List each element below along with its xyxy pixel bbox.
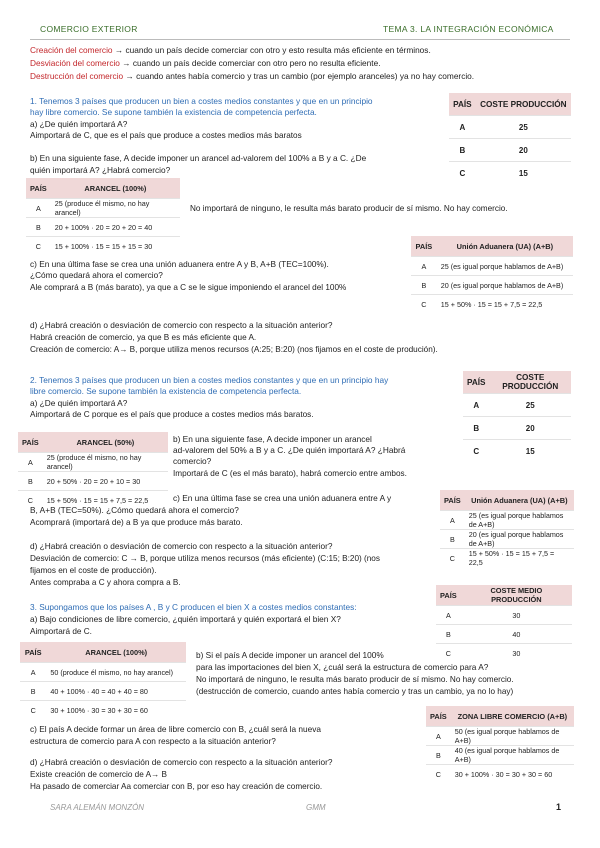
table-header: ZONA LIBRE COMERCIO (A+B) bbox=[451, 706, 574, 727]
ex3-b-answer-line1: No importará de ninguno, le resulta más barato producir de sí mismo. No hay comercio. bbox=[196, 675, 514, 684]
table-row: B 40 bbox=[436, 625, 572, 644]
ex1-title-line2: hay libre comercio. Se supone también la existencia de competencia perfecta. bbox=[30, 107, 317, 117]
ex2-title-line2: libre comercio. Se supone también la existencia de competencia perfecta. bbox=[30, 386, 302, 396]
table-header: PAÍS bbox=[426, 706, 451, 727]
ex1-title-line1: 1. Tenemos 3 países que producen un bien a costes medios constantes y que en un principio bbox=[30, 96, 373, 106]
ex3-d-answer-line1: Existe creación de comercio de A→ B bbox=[30, 770, 167, 779]
ex1-a-question: a) ¿De quién importará A? bbox=[30, 119, 128, 129]
ex2-d-answer-line3: Antes compraba a C y ahora compra a B. bbox=[30, 578, 181, 587]
table-row: B 20 bbox=[463, 417, 571, 440]
header-divider bbox=[30, 39, 570, 40]
table-row: B 20 + 100% · 20 = 20 + 20 = 40 bbox=[26, 218, 180, 237]
table-header: Unión Aduanera (UA) (A+B) bbox=[437, 236, 573, 257]
ex2-b-question-line1: b) En una siguiente fase, A decide imponer un arancel bbox=[173, 434, 372, 444]
ex1-union-table bbox=[411, 236, 573, 313]
ex3-tariff-table bbox=[20, 642, 186, 719]
ex1-cost-table bbox=[449, 93, 571, 184]
ex1-a-answer: Aimportará de C, que es el país que produce a costes medios más baratos bbox=[30, 131, 302, 140]
footer-author: SARA ALEMÁN MONZÓN bbox=[50, 803, 145, 812]
table-row: C 30 + 100% · 30 = 30 + 30 = 60 bbox=[426, 765, 574, 784]
table-row: C 15 bbox=[449, 162, 571, 185]
footer-center: GMM bbox=[306, 803, 326, 812]
table-row: C 15 + 50% · 15 = 15 + 7,5 = 22,5 bbox=[18, 491, 168, 510]
ex2-cost-table bbox=[463, 371, 571, 462]
ex2-union-table bbox=[440, 490, 574, 567]
table-row: B 20 bbox=[449, 139, 571, 162]
ex3-free-trade-table bbox=[426, 706, 574, 783]
table-header: Unión Aduanera (UA) (A+B) bbox=[465, 490, 574, 511]
ex2-tariff-table bbox=[18, 432, 168, 509]
table-header: COSTE MEDIO PRODUCCIÓN bbox=[461, 585, 572, 606]
table-header: ARANCEL (50%) bbox=[43, 432, 168, 453]
ex3-a-answer: Aimportará de C. bbox=[30, 627, 92, 636]
definition-creation: Creación del comercio → cuando un país decide comerciar con otro y esto resulta más eficiente en términos. bbox=[30, 45, 431, 55]
ex3-d-question: d) ¿Habrá creación o desviación de comercio con respecto a la situación anterior? bbox=[30, 757, 333, 767]
table-row: A 25 (es igual porque hablamos de A+B) bbox=[411, 257, 573, 276]
ex2-c-question-line2: B, A+B (TEC=50%). ¿Cómo quedará ahora el comercio? bbox=[30, 505, 239, 515]
page-number: 1 bbox=[556, 802, 562, 812]
ex2-b-question-line3: comercio? bbox=[173, 456, 212, 466]
table-row: C 15 bbox=[463, 440, 571, 463]
ex1-tariff-table bbox=[26, 178, 180, 255]
ex1-b-answer: No importará de ninguno, le resulta más barato producir de sí mismo. No hay comercio. bbox=[190, 204, 508, 213]
table-row: C 30 + 100% · 30 = 30 + 30 = 60 bbox=[20, 701, 186, 720]
table-row: B 20 (es igual porque hablamos de A+B) bbox=[411, 276, 573, 295]
table-header: PAÍS bbox=[26, 178, 51, 199]
ex3-b-answer-line2: (destrucción de comercio, cuando antes había comercio y tras un cambio, ya no lo hay) bbox=[196, 687, 514, 696]
table-row: A 50 (produce él mismo, no hay arancel) bbox=[20, 663, 186, 682]
ex3-cost-table bbox=[436, 585, 572, 662]
table-row: A 30 bbox=[436, 606, 572, 625]
ex2-b-question-line2: ad-valorem del 50% a B y a C. ¿De quién importará A? ¿Habrá bbox=[173, 445, 406, 455]
ex2-b-answer: Importará de C (es el más barato), habrá comercio entre ambos. bbox=[173, 469, 407, 478]
table-row: A 25 (produce él mismo, no hay arancel) bbox=[26, 199, 180, 218]
ex1-d-question: d) ¿Habrá creación o desviación de comercio con respecto a la situación anterior? bbox=[30, 320, 333, 330]
table-header: COSTE PRODUCCIÓN bbox=[490, 371, 571, 394]
table-row: B 40 (es igual porque hablamos de A+B) bbox=[426, 746, 574, 765]
table-row: A 50 (es igual porque hablamos de A+B) bbox=[426, 727, 574, 746]
ex3-b-question-line2: para las importaciones del bien X, ¿cuál será la estructura de comercio para A? bbox=[196, 662, 489, 672]
ex1-b-question-line1: b) En una siguiente fase, A decide imponer un arancel ad-valorem del 100% a B y a C. ¿De bbox=[30, 153, 367, 163]
table-row: C 15 + 50% · 15 = 15 + 7,5 = 22,5 bbox=[440, 549, 574, 568]
ex3-b-question-line1: b) Si el país A decide imponer un arancel del 100% bbox=[196, 650, 384, 660]
table-row: C 15 + 50% · 15 = 15 + 7,5 = 22,5 bbox=[411, 295, 573, 314]
table-header: PAÍS bbox=[411, 236, 437, 257]
table-row: A 25 (es igual porque hablamos de A+B) bbox=[440, 511, 574, 530]
table-row: C 30 bbox=[436, 644, 572, 663]
definition-destruction: Destrucción del comercio → cuando antes había comercio y tras un cambio (por ejemplo aranceles) ya no hay comercio. bbox=[30, 71, 475, 81]
table-row: B 40 + 100% · 40 = 40 + 40 = 80 bbox=[20, 682, 186, 701]
ex1-c-question-line1: c) En una última fase se crea una unión aduanera entre A y B, A+B (TEC=100%). bbox=[30, 259, 329, 269]
table-header: COSTE PRODUCCIÓN bbox=[476, 93, 571, 116]
table-row: B 20 (es igual porque hablamos de A+B) bbox=[440, 530, 574, 549]
table-header: PAÍS bbox=[449, 93, 476, 116]
ex2-d-question: d) ¿Habrá creación o desviación de comercio con respecto a la situación anterior? bbox=[30, 541, 333, 551]
ex2-c-question-line1: c) En una última fase se crea una unión aduanera entre A y bbox=[173, 493, 392, 503]
ex1-b-question-line2: quién importará A? ¿Habrá comercio? bbox=[30, 165, 171, 175]
ex1-c-question-line2: ¿Cómo quedará ahora el comercio? bbox=[30, 270, 163, 280]
ex3-title: 3. Supongamos que los países A , B y C producen el bien X a costes medios constantes: bbox=[30, 602, 357, 612]
table-header: ARANCEL (100%) bbox=[46, 642, 186, 663]
ex2-d-answer-line2: fijamos en el coste de producción). bbox=[30, 566, 157, 575]
ex2-a-answer: Aimportará de C porque es el país que produce a costes medios más baratos. bbox=[30, 410, 314, 419]
table-row: A 25 bbox=[463, 394, 571, 417]
table-header: PAÍS bbox=[463, 371, 490, 394]
ex2-c-answer: Acomprará (importará de) a B ya que produce más barato. bbox=[30, 518, 243, 527]
ex3-d-answer-line2: Ha pasado de comerciar Aa comerciar con B, por eso hay creación de comercio. bbox=[30, 782, 323, 791]
ex3-c-question-line2: estructura de comercio para A con respecto a la situación anterior? bbox=[30, 736, 276, 746]
ex2-d-answer-line1: Desviación de comercio: C → B, porque utiliza menos recursos (más eficiente) (C:15; B:20) (nos bbox=[30, 554, 380, 563]
ex1-c-answer: Ale comprará a B (más barato), ya que a C se le sigue imponiendo el arancel del 100% bbox=[30, 283, 347, 292]
table-header: ARANCEL (100%) bbox=[51, 178, 180, 199]
table-header: PAÍS bbox=[18, 432, 43, 453]
definition-deviation: Desviación del comercio → cuando un país decide comerciar con otro pero no resulta eficiente. bbox=[30, 58, 381, 68]
header-topic: TEMA 3. LA INTEGRACIÓN ECONÓMICA bbox=[383, 24, 554, 34]
table-row: C 15 + 100% · 15 = 15 + 15 = 30 bbox=[26, 237, 180, 256]
ex1-d-answer-line2: Creación de comercio: A→ B, porque utiliza menos recursos (A:25; B:20) (nos fijamos en el coste de produción). bbox=[30, 345, 438, 354]
table-header: PAÍS bbox=[436, 585, 461, 606]
table-row: A 25 bbox=[449, 116, 571, 139]
table-row: B 20 + 50% · 20 = 20 + 10 = 30 bbox=[18, 472, 168, 491]
table-header: PAÍS bbox=[440, 490, 465, 511]
table-header: PAÍS bbox=[20, 642, 46, 663]
ex2-a-question: a) ¿De quién importará A? bbox=[30, 398, 128, 408]
ex1-d-answer-line1: Habrá creación de comercio, ya que B es más eficiente que A. bbox=[30, 333, 257, 342]
ex2-title-line1: 2. Tenemos 3 países que producen un bien a costes medios constantes y que en un principio hay bbox=[30, 375, 389, 385]
ex3-a-question: a) Bajo condiciones de libre comercio, ¿quién importará y quién exportará el bien X? bbox=[30, 614, 341, 624]
ex3-c-question-line1: c) El país A decide formar un área de libre comercio con B, ¿cuál será la nueva bbox=[30, 724, 321, 734]
table-row: A 25 (produce él mismo, no hay arancel) bbox=[18, 453, 168, 472]
header-subject: COMERCIO EXTERIOR bbox=[40, 24, 138, 34]
